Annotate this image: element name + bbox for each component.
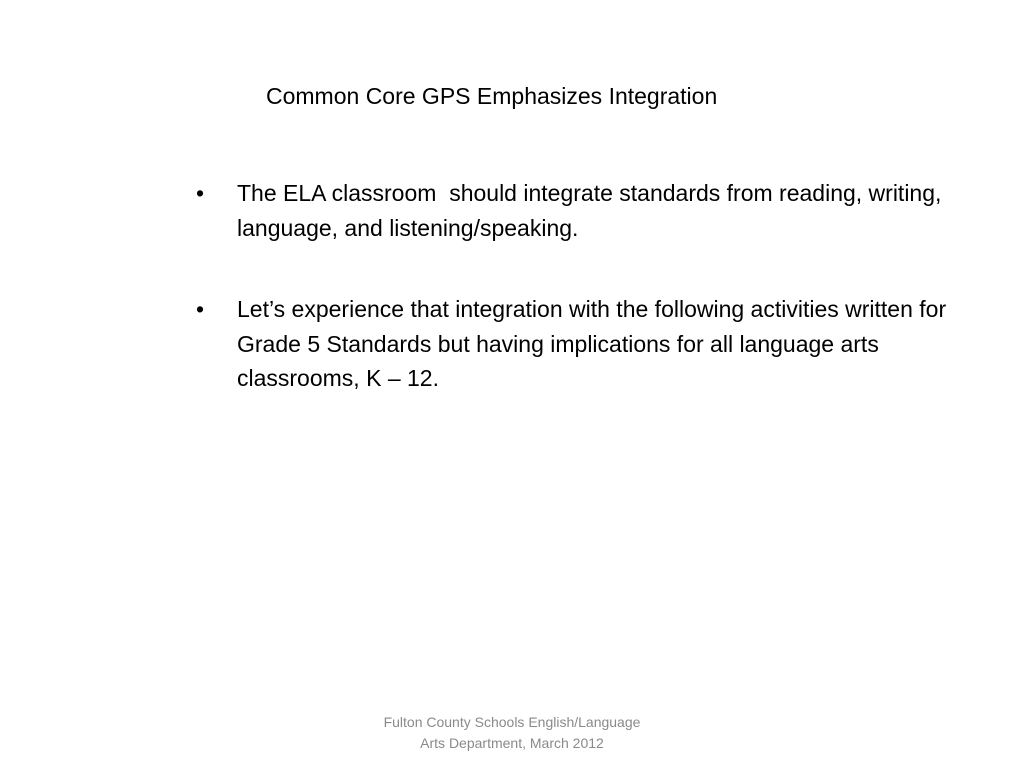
bullet-item-integration	[196, 176, 956, 245]
slide-footer	[312, 712, 712, 754]
bullet-item-activities	[196, 292, 956, 396]
bullet-text: The ELA classroom should integrate standards from reading, writing, language, and listening/speaking.	[237, 180, 948, 241]
slide-title: Common Core GPS Emphasizes Integration	[266, 83, 718, 109]
bullet-icon: •	[196, 296, 205, 322]
bullet-icon: •	[196, 180, 205, 206]
footer-line-2: Arts Department, March 2012	[420, 735, 604, 751]
footer-line-1: Fulton County Schools English/Language	[383, 714, 641, 730]
bullet-text: Let’s experience that integration with the following activities written for Grade 5 Standards but having implications for all language arts classrooms, K – 12.	[237, 296, 947, 391]
bullet-list	[196, 176, 956, 396]
